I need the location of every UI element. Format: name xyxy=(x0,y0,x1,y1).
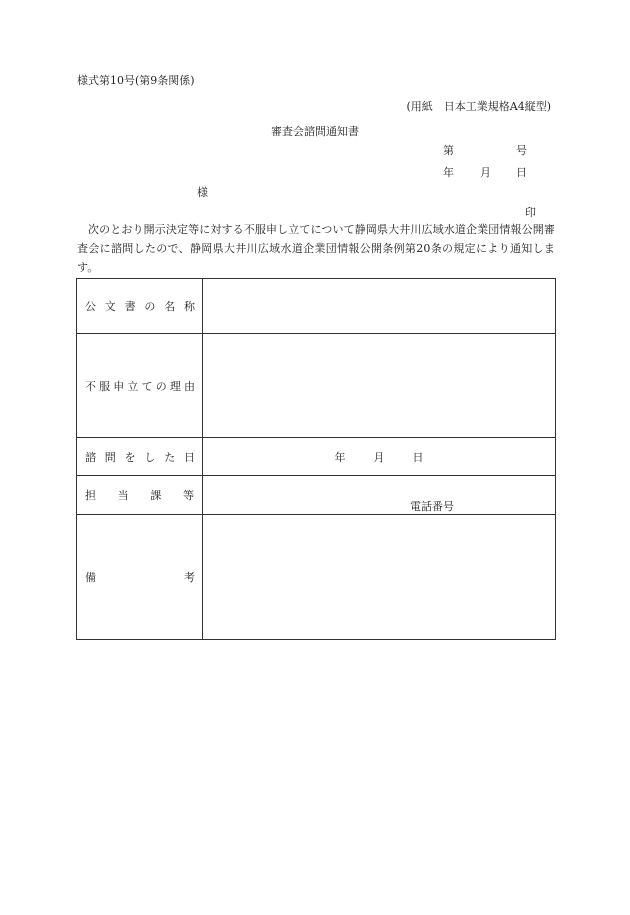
label-objection-reason: 不 服 申 立 て の 理 由 xyxy=(77,334,203,438)
date-year: 年 xyxy=(443,166,454,179)
phone-number-label: 電話番号 xyxy=(410,500,454,513)
label-remarks: 備 考 xyxy=(77,515,203,640)
addressee-suffix: 様 xyxy=(197,186,208,199)
value-department[interactable] xyxy=(203,476,556,515)
label-document-name: 公 文 書 の 名 称 xyxy=(77,279,203,334)
consult-day: 日 xyxy=(412,450,424,464)
value-remarks[interactable] xyxy=(203,515,556,640)
row-department xyxy=(77,476,556,515)
value-objection-reason[interactable] xyxy=(203,334,556,438)
form-number: 様式第10号(第9条関係) xyxy=(77,74,195,87)
label-consultation-date: 諮 問 を し た 日 xyxy=(77,438,203,476)
paper-spec: (用紙 日本工業規格A4縦型) xyxy=(406,100,551,113)
date-month: 月 xyxy=(480,166,491,179)
number-dai: 第 xyxy=(443,144,454,157)
row-remarks xyxy=(77,515,556,640)
label-department: 担 当 課 等 xyxy=(77,476,203,515)
notice-body-text: 次のとおり開示決定等に対する不服申し立てについて静岡県大井川広域水道企業団情報公開審査会に諮問したので、静岡県大井川広域水道企業団情報公開条例第20条の規定により通知します。 xyxy=(77,223,555,274)
row-objection-reason xyxy=(77,334,556,438)
seal-mark: 印 xyxy=(525,206,536,219)
consult-year: 年 xyxy=(334,450,346,464)
date-day: 日 xyxy=(516,166,527,179)
notice-form-table xyxy=(76,278,556,640)
document-title: 審査会諮問通知書 xyxy=(271,125,359,138)
value-consultation-date[interactable] xyxy=(203,438,556,476)
number-go: 号 xyxy=(516,144,527,157)
value-document-name[interactable] xyxy=(203,279,556,334)
row-document-name xyxy=(77,279,556,334)
row-consultation-date xyxy=(77,438,556,476)
consult-month: 月 xyxy=(373,450,385,464)
